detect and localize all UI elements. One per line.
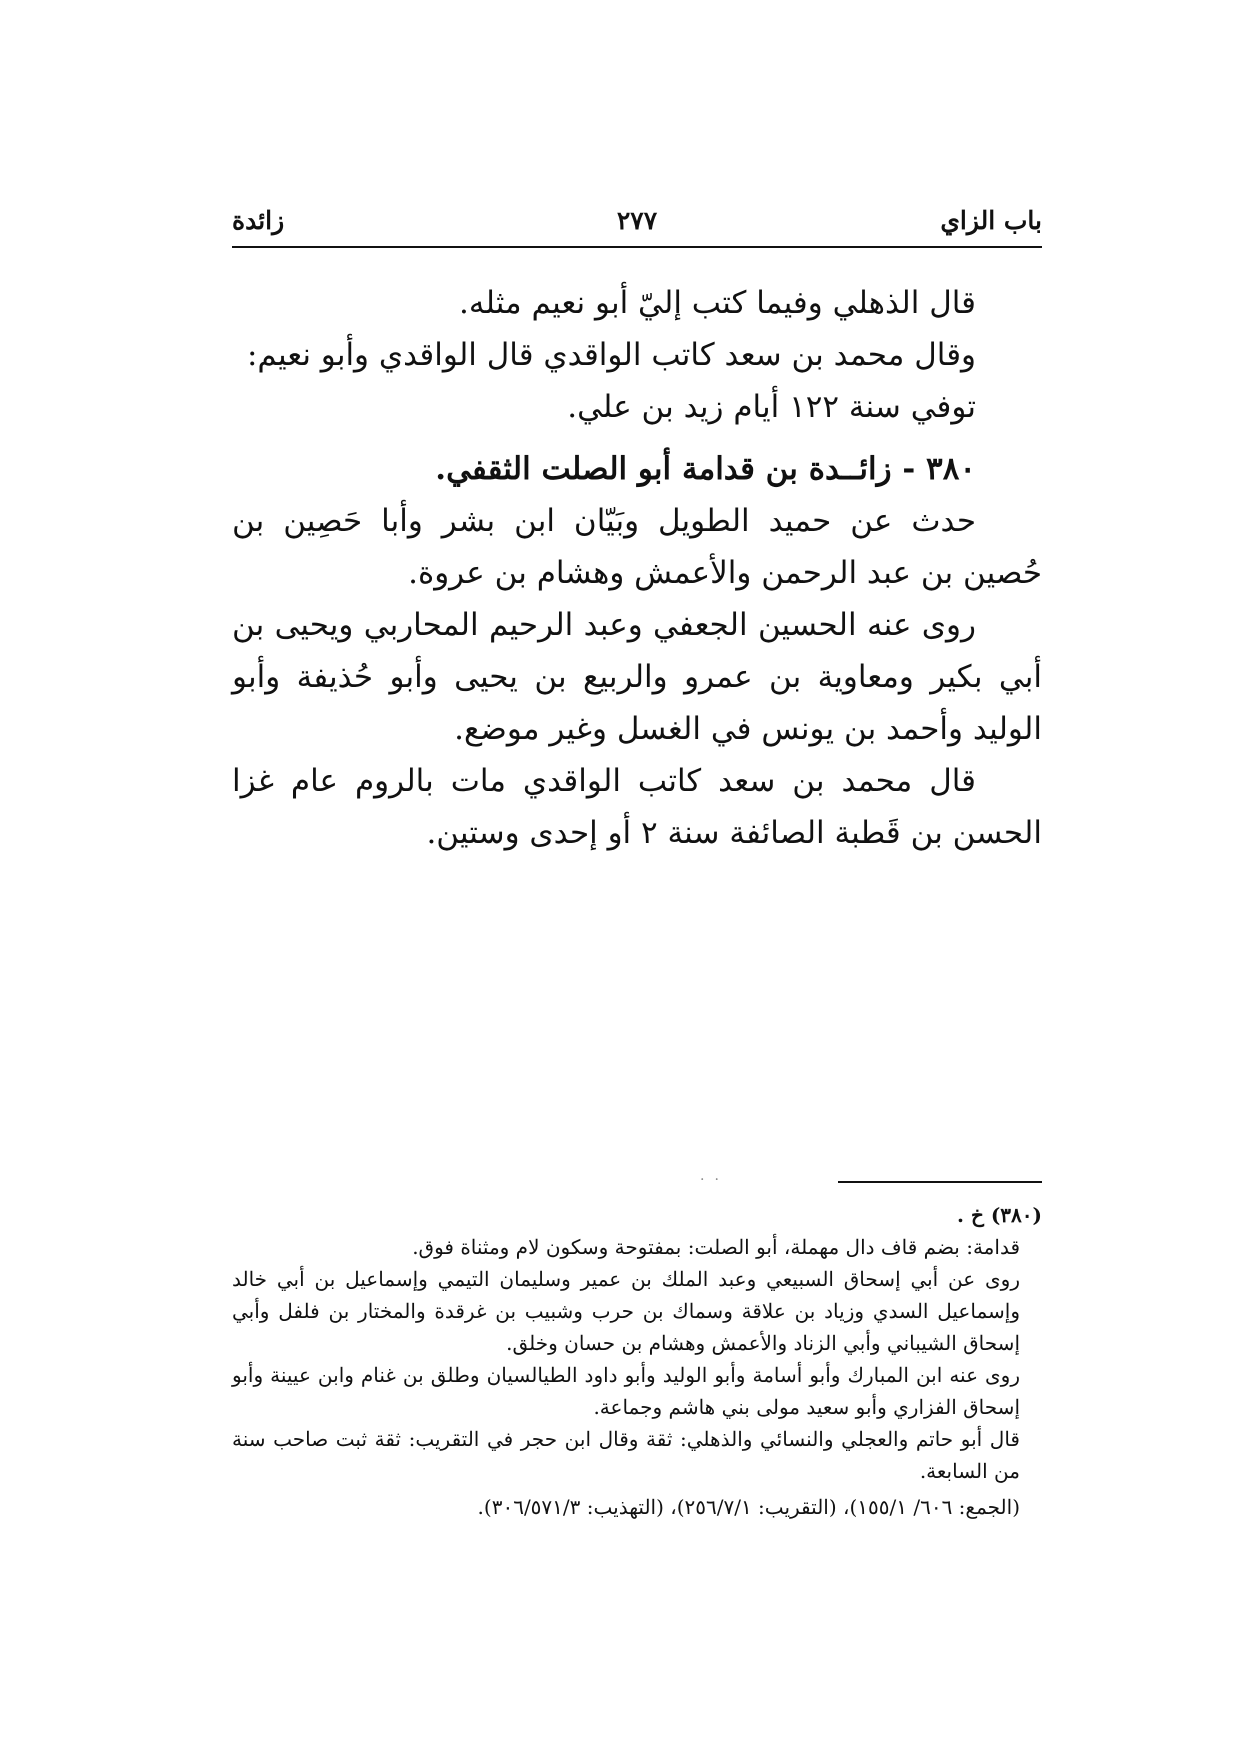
footnote-line: قال أبو حاتم والعجلي والنسائي والذهلي: ثقة وقال ابن حجر في التقريب: ثقة ثبت صاحب سنة من السابعة. [232,1427,1020,1483]
running-topic: زائدة [232,206,285,235]
entry-title: ٣٨٠ - زائــدة بن قدامة أبو الصلت الثقفي. [435,451,976,487]
footnotes [232,1199,1042,1523]
header-divider [232,246,1042,248]
paragraph: قال محمد بن سعد كاتب الواقدي مات بالروم عام غزا الحسن بن قَطبة الصائفة سنة ٢ أو إحدى وستين. [232,763,1042,851]
footnote-references: (الجمع: ٦٠٦/ ١٥٥/١)، (التقريب: ٢٥٦/٧/١)، (التهذيب: ٣٠٦/٥٧١/٣). [477,1495,1020,1519]
footnote-divider [838,1181,1042,1183]
main-text [232,277,1042,859]
page-number: ٢٧٧ [616,206,658,235]
text-line: قال الذهلي وفيما كتب إليّ أبو نعيم مثله. [458,285,976,321]
running-header [232,200,1042,242]
paragraph: روى عنه الحسين الجعفي وعبد الرحيم المحاربي ويحيى بن أبي بكير ومعاوية بن عمرو والربيع بن يحيى وأبو حُذيفة وأبو الوليد وأحمد بن يونس في الغسل وغير موضع. [232,607,1042,747]
text-line: توفي سنة ١٢٢ أيام زيد بن علي. [567,389,976,425]
footnote-line: روى عن أبي إسحاق السبيعي وعبد الملك بن عمير وسليمان التيمي وإسماعيل بن أبي خالد وإسماعيل السدي وزياد بن علاقة وسماك بن حرب وشبيب بن غرقدة والمختار بن فلفل وأبي إسحاق الشيباني وأبي الزناد والأعمش وهشام بن حسان وخلق. [232,1267,1020,1355]
footnote-head: (٣٨٠) خ . [957,1203,1042,1227]
paragraph: حدث عن حميد الطويل وبَيّان ابن بشر وأبا حَصِين بن حُصين بن عبد الرحمن والأعمش وهشام بن عروة. [232,503,1042,591]
footnote-line: قدامة: بضم قاف دال مهملة، أبو الصلت: بمفتوحة وسكون لام ومثناة فوق. [412,1235,1020,1259]
chapter-title: باب الزاي [940,206,1042,235]
print-specks: .. [700,1168,729,1184]
footnote-line: روى عنه ابن المبارك وأبو أسامة وأبو الوليد وأبو داود الطيالسيان وطلق بن غنام وابن عيينة وأبو إسحاق الفزاري وأبو سعيد مولى بني هاشم وجماعة. [232,1363,1020,1419]
text-line: وقال محمد بن سعد كاتب الواقدي قال الواقدي وأبو نعيم: [246,337,976,373]
